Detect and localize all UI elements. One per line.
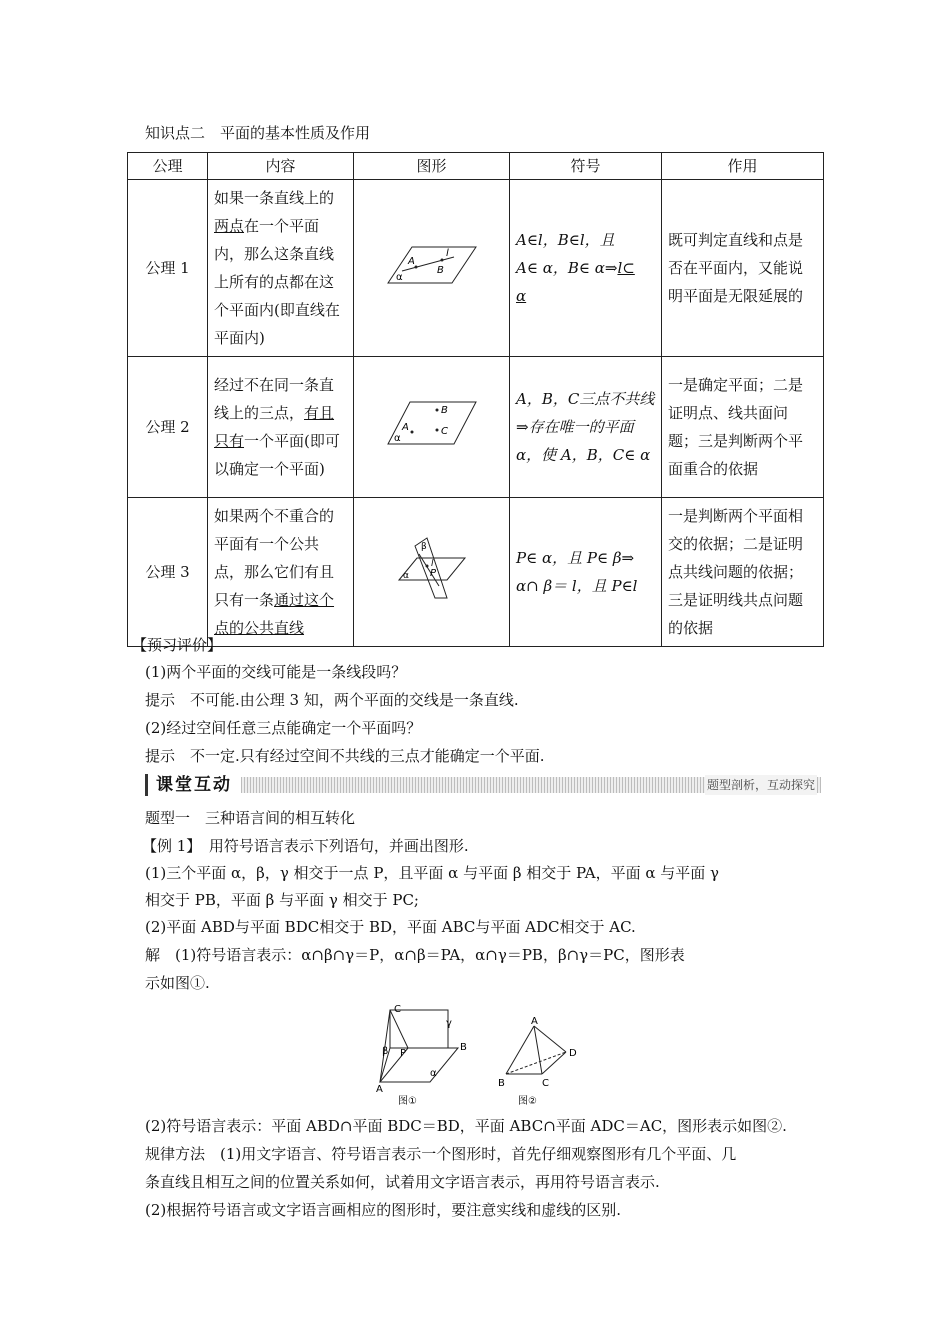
- axiom-symbol: A，B，C三点不共线⇒存在唯一的平面 α，使 A，B，C∈ α: [510, 357, 662, 498]
- svg-text:A: A: [376, 1084, 383, 1095]
- axiom-symbol: P∈ α，且 P∈ β⇒ α∩ β＝ l，且 P∈l: [510, 498, 662, 647]
- solution-1b: 示如图①.: [145, 974, 210, 992]
- svg-text:α: α: [402, 570, 409, 581]
- table-header-row: [128, 153, 824, 180]
- solution-1a: 解 (1)符号语言表示：α∩β∩γ＝P，α∩β＝PA，α∩γ＝PB，β∩γ＝PC，图形表: [145, 946, 685, 964]
- header-content: 内容: [208, 153, 354, 180]
- svg-text:A: A: [407, 255, 415, 267]
- svg-text:l: l: [445, 247, 449, 259]
- preview-question-1: (1)两个平面的交线可能是一条线段吗？: [145, 663, 407, 681]
- axiom-name: 公理 3: [128, 498, 208, 647]
- axiom-role: 一是判断两个平面相交的依据；二是证明点共线问题的依据；三是证明线共点问题的依据: [662, 498, 824, 647]
- svg-text:C: C: [394, 1004, 401, 1015]
- svg-text:B: B: [440, 404, 448, 416]
- svg-text:α: α: [395, 271, 403, 283]
- svg-text:β: β: [420, 541, 427, 552]
- figure-1-caption: 图①: [398, 1096, 417, 1107]
- preview-question-2: (2)经过空间任意三点能确定一个平面吗？: [145, 719, 422, 737]
- svg-text:B: B: [498, 1078, 505, 1089]
- svg-text:P: P: [400, 1048, 407, 1059]
- axiom-figure: [354, 180, 510, 357]
- svg-text:A: A: [531, 1016, 538, 1027]
- header-role: 作用: [662, 153, 824, 180]
- axioms-table: [127, 152, 824, 647]
- preview-answer-1: 提示 不可能.由公理 3 知，两个平面的交线是一条直线.: [145, 691, 519, 709]
- svg-text:P: P: [429, 567, 436, 579]
- example-p1b: 相交于 PB，平面 β 与平面 γ 相交于 PC;: [145, 891, 419, 909]
- example-line: 【例 1】 用符号语言表示下列语句，并画出图形.: [142, 837, 469, 855]
- svg-text:A: A: [401, 421, 409, 433]
- header-symbol: 符号: [510, 153, 662, 180]
- header-axiom: 公理: [128, 153, 208, 180]
- method-1a: 规律方法 (1)用文字语言、符号语言表示一个图形时，首先仔细观察图形有几个平面、几: [145, 1145, 737, 1163]
- type-heading: 题型一 三种语言间的相互转化: [145, 809, 356, 827]
- axiom-name: 公理 2: [128, 357, 208, 498]
- svg-text:α: α: [430, 1068, 437, 1079]
- preview-heading: 【预习评价】: [132, 636, 223, 654]
- figure-1: [368, 1004, 484, 1108]
- method-2: (2)根据符号语言或文字语言画相应的图形时，要注意实线和虚线的区别.: [145, 1201, 622, 1219]
- svg-text:B: B: [460, 1042, 467, 1053]
- band-subtitle: 题型剖析，互动探究: [705, 775, 817, 795]
- axiom-content: 如果一条直线上的两点在一个平面内，那么这条直线上所有的点都在这个平面内(即直线在平面内): [208, 180, 354, 357]
- header-figure: 图形: [354, 153, 510, 180]
- svg-text:γ: γ: [446, 1018, 452, 1029]
- example-p2: (2)平面 ABD与平面 BDC相交于 BD，平面 ABC与平面 ADC相交于 AC.: [145, 918, 636, 936]
- axiom-content: 如果两个不重合的平面有一个公共点，那么它们有且只有一条通过这个点的公共直线: [208, 498, 354, 647]
- svg-text:C: C: [440, 425, 448, 437]
- figure-2: [494, 1014, 584, 1108]
- axiom-name: 公理 1: [128, 180, 208, 357]
- preview-answer-2: 提示 不一定.只有经过空间不共线的三点才能确定一个平面.: [145, 747, 545, 765]
- axiom-role: 既可判定直线和点是否在平面内，又能说明平面是无限延展的: [662, 180, 824, 357]
- axiom-symbol: A∈l，B∈l，且 A∈ α，B∈ α⇒l⊂ α: [510, 180, 662, 357]
- svg-text:α: α: [393, 432, 401, 444]
- example-label: 【例 1】: [142, 837, 194, 855]
- example-p1a: (1)三个平面 α，β，γ 相交于一点 P，且平面 α 与平面 β 相交于 PA，平面 α 与平面 γ: [145, 864, 720, 882]
- section-band: [145, 774, 821, 796]
- axiom-content: 经过不在同一条直线上的三点，有且只有一个平面(即可以确定一个平面): [208, 357, 354, 498]
- axiom-figure: [354, 357, 510, 498]
- solution-2: (2)符号语言表示：平面 ABD∩平面 BDC＝BD，平面 ABC∩平面 ADC＝AC，图形表示如图②.: [145, 1117, 787, 1135]
- method-1b: 条直线且相互之间的位置关系如何，试着用文字语言表示，再用符号语言表示.: [145, 1173, 660, 1191]
- intersecting-planes-figure: [397, 536, 467, 600]
- svg-text:B: B: [436, 264, 444, 276]
- table-row: [128, 357, 824, 498]
- plane-line-figure: [382, 239, 482, 289]
- section-title: 知识点二 平面的基本性质及作用: [145, 124, 371, 142]
- axiom-role: 一是确定平面；二是证明点、线共面问题；三是判断两个平面重合的依据: [662, 357, 824, 498]
- band-title: 课堂互动: [145, 774, 240, 796]
- table-row: [128, 498, 824, 647]
- svg-text:C: C: [542, 1078, 549, 1089]
- figure-2-caption: 图②: [518, 1096, 537, 1107]
- svg-text:β: β: [382, 1046, 389, 1057]
- svg-text:D: D: [569, 1048, 577, 1059]
- table-row: [128, 180, 824, 357]
- plane-three-points-figure: [382, 398, 482, 448]
- svg-text:l: l: [430, 558, 434, 569]
- axiom-figure: [354, 498, 510, 647]
